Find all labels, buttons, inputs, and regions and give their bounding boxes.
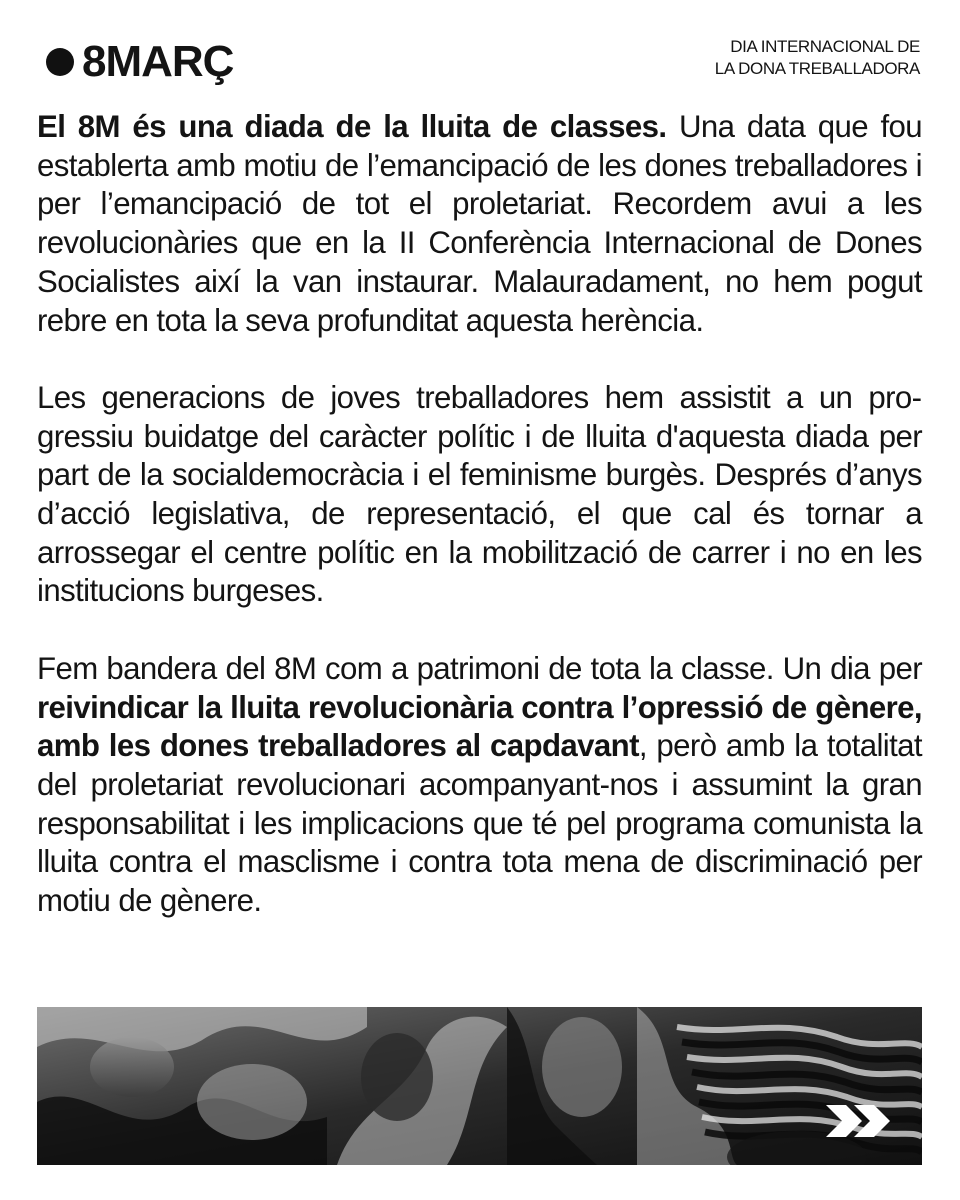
paragraph-3-highlight: reivindicar la lluita revolucionària contra l’opressió de gènere, amb les dones treballadores al capdavant xyxy=(37,689,922,764)
protest-photo-banner xyxy=(37,1007,922,1165)
paragraph-1 xyxy=(37,108,922,340)
paragraph-1-lead: El 8M és una diada de la lluita de classes. xyxy=(37,109,667,144)
brand-title: 8MARÇ xyxy=(82,37,234,86)
article-body xyxy=(37,108,922,921)
paragraph-2: Les generacions de joves treballadores hem assistit a un progressiu buidatge del caràcter polític i de lluita d'aquesta diada per part de la socialdemocràcia i el feminisme burgès. Després d’anys d’acció legislativa, de representació, el que cal és tornar a arrossegar el centre polític en la mobilització de carrer i no en les institucions burgeses. xyxy=(37,379,922,609)
event-subtitle-line-2: LA DONA TREBALLADORA xyxy=(714,59,920,78)
protest-photo xyxy=(37,1007,922,1165)
double-chevron-right-icon[interactable] xyxy=(824,1101,892,1141)
event-subtitle-line-1: DIA INTERNACIONAL DE xyxy=(730,37,920,56)
paragraph-1-text: Una data que fou establerta amb motiu de l’emancipació de les dones treballadores i per l’emancipació de tot el proletariat. Recordem avui a les revolucionàries que en la II Conferència Internacional de Dones Socialistes així la van instaurar. Malauradament, no hem pogut rebre en tota la seva profunditat aquesta herència. xyxy=(37,109,922,338)
paragraph-3 xyxy=(37,650,922,921)
paragraph-3-start: Fem bandera del 8M com a patrimoni de tota la classe. Un dia per xyxy=(37,650,922,686)
event-subtitle xyxy=(715,36,920,80)
circle-dot-icon xyxy=(46,48,74,76)
brand xyxy=(46,37,234,86)
page-header xyxy=(38,28,920,98)
paragraph-3-end: , però amb la totalitat del proletariat revolucionari acompanyant-nos i assumint la gran responsabilitat i les implicacions que té pel programa comunista la lluita contra el masclisme i contra tota mena de discriminació per motiu de gènere. xyxy=(37,728,922,919)
